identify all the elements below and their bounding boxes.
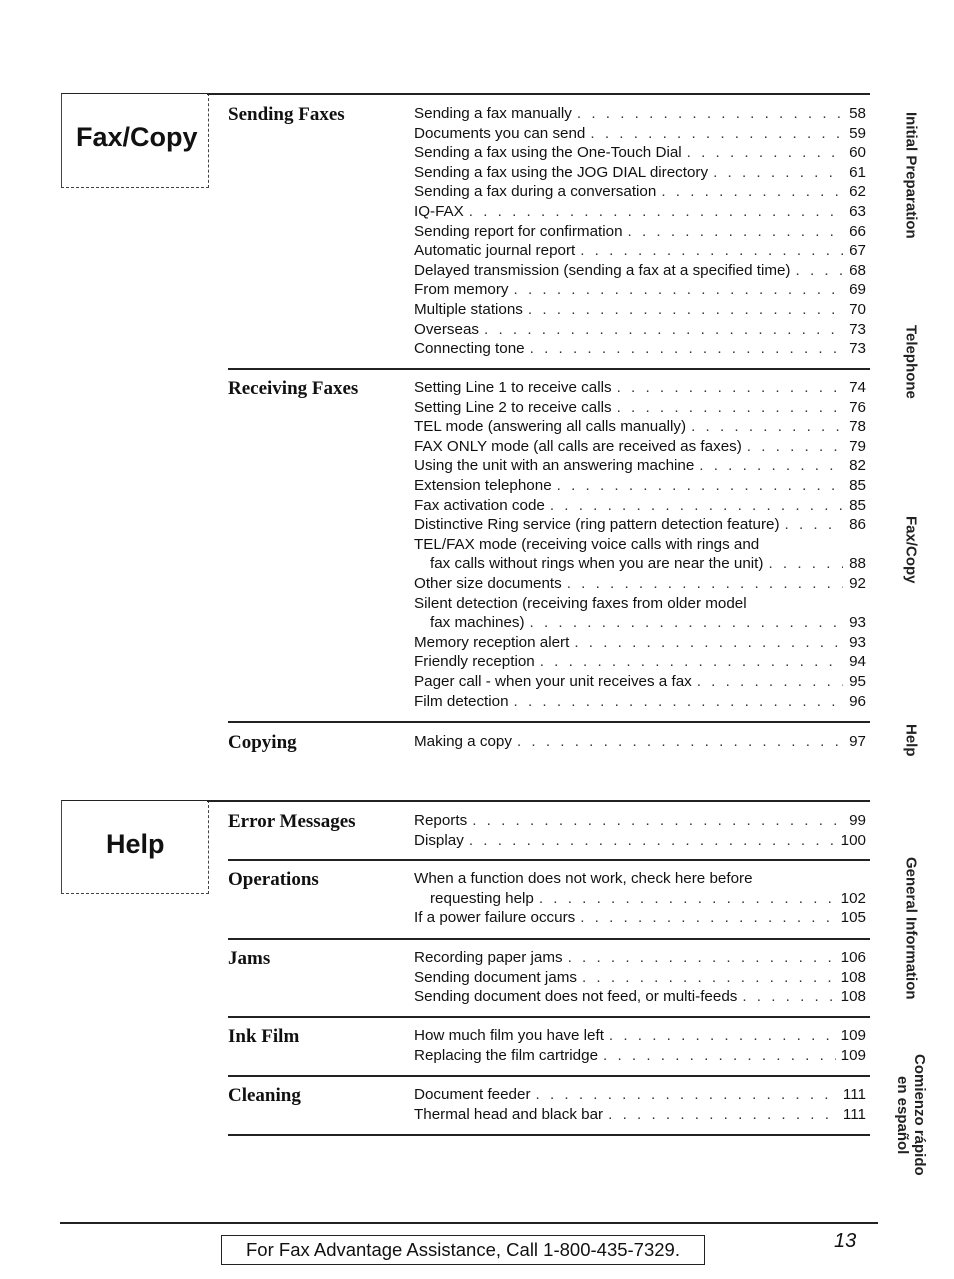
toc-entry[interactable]: Extension telephone . . . 85 (414, 476, 866, 496)
toc-entry[interactable]: Pager call - when your unit receives a fax . . . 95 (414, 672, 866, 692)
side-tab-help[interactable]: Help (902, 723, 920, 757)
toc-entry[interactable]: Film detection . . . 96 (414, 692, 866, 712)
side-tab-telephone[interactable]: Telephone (902, 325, 920, 399)
toc-list (414, 811, 866, 850)
toc-entry[interactable]: Overseas . . . 73 (414, 320, 866, 340)
toc-list (414, 1085, 866, 1124)
toc-entry[interactable]: Friendly reception . . . 94 (414, 652, 866, 672)
toc-entry[interactable]: Document feeder . . . 111 (414, 1085, 866, 1105)
toc-entry[interactable]: If a power failure occurs . . . 105 (414, 908, 866, 928)
section-title: Jams (228, 948, 271, 969)
toc-entry[interactable]: Sending a fax using the One-Touch Dial . . . 60 (414, 143, 866, 163)
toc-entry[interactable]: Memory reception alert . . . 93 (414, 633, 866, 653)
toc-entry[interactable]: Multiple stations . . . 70 (414, 300, 866, 320)
section-title: Copying (228, 732, 297, 753)
assistance-banner: For Fax Advantage Assistance, Call 1-800-435-7329. (221, 1235, 705, 1265)
side-tab-general-information[interactable]: General Information (902, 856, 920, 1000)
toc-entry[interactable]: When a function does not work, check here before (414, 870, 753, 887)
help-chapter-title: Help (106, 829, 165, 859)
toc-entry[interactable]: fax calls without rings when you are near the unit) . . . 88 (414, 554, 866, 574)
section-divider (228, 368, 870, 370)
toc-entry[interactable]: Silent detection (receiving faxes from older model (414, 594, 747, 612)
section-divider (228, 938, 870, 940)
toc-entry[interactable]: Delayed transmission (sending a fax at a specified time) . . . 68 (414, 261, 866, 281)
toc-entry[interactable]: Display . . . 100 (414, 831, 866, 851)
toc-entry[interactable]: Distinctive Ring service (ring pattern detection feature) . . . 86 (414, 515, 866, 535)
section-divider (228, 859, 870, 861)
section-divider (228, 1016, 870, 1018)
side-tab-fax-copy[interactable]: Fax/Copy (902, 516, 920, 584)
toc-entry[interactable]: Sending a fax manually . . . 58 (414, 104, 866, 124)
toc-list (414, 1026, 866, 1065)
toc-list (414, 378, 866, 711)
toc-entry[interactable]: Connecting tone . . . 73 (414, 339, 866, 359)
toc-entry[interactable]: How much film you have left . . . 109 (414, 1026, 866, 1046)
section-title: Error Messages (228, 811, 356, 832)
bottom-rule-help (228, 1134, 870, 1136)
toc-list (414, 869, 866, 928)
toc-entry[interactable]: Using the unit with an answering machine . . . 82 (414, 456, 866, 476)
toc-list (414, 732, 866, 752)
toc-entry[interactable]: Setting Line 1 to receive calls . . . 74 (414, 378, 866, 398)
toc-entry[interactable]: IQ-FAX . . . 63 (414, 202, 866, 222)
toc-entry[interactable]: Thermal head and black bar . . . 111 (414, 1105, 866, 1125)
fax-copy-chapter-title: Fax/Copy (76, 122, 198, 152)
toc-entry[interactable]: TEL/FAX mode (receiving voice calls with rings and (414, 535, 760, 553)
section-title: Ink Film (228, 1026, 300, 1047)
toc-entry[interactable]: Sending document jams . . . 108 (414, 968, 866, 988)
toc-entry[interactable]: Sending document does not feed, or multi-feeds . . . 108 (414, 987, 866, 1007)
footer-rule (60, 1222, 878, 1224)
side-tab-comienzo-rapido[interactable]: Comienzo rápido en español (894, 1054, 928, 1176)
section-title: Cleaning (228, 1085, 301, 1106)
section-title: Sending Faxes (228, 104, 345, 125)
toc-entry[interactable]: Sending a fax using the JOG DIAL directory . . . 61 (414, 163, 866, 183)
top-rule-help (207, 800, 870, 802)
toc-entry[interactable]: Recording paper jams . . . 106 (414, 948, 866, 968)
toc-entry[interactable]: Reports . . . 99 (414, 811, 866, 831)
toc-entry[interactable]: Automatic journal report . . . 67 (414, 241, 866, 261)
section-divider (228, 721, 870, 723)
toc-entry[interactable]: Sending report for confirmation . . . 66 (414, 222, 866, 242)
section-divider (228, 1075, 870, 1077)
top-rule-fax-copy (207, 93, 870, 95)
section-title: Operations (228, 869, 319, 890)
toc-entry[interactable]: From memory . . . 69 (414, 280, 866, 300)
toc-entry[interactable]: fax machines) . . . 93 (414, 613, 866, 633)
section-title: Receiving Faxes (228, 378, 359, 399)
toc-entry[interactable]: requesting help . . . 102 (414, 889, 866, 909)
toc-entry[interactable]: Other size documents . . . 92 (414, 574, 866, 594)
toc-list (414, 104, 866, 359)
toc-list (414, 948, 866, 1007)
toc-entry[interactable]: Sending a fax during a conversation . . . 62 (414, 182, 866, 202)
toc-entry[interactable]: Fax activation code . . . 85 (414, 496, 866, 516)
toc-entry[interactable]: TEL mode (answering all calls manually) . . . 78 (414, 417, 866, 437)
toc-entry[interactable]: FAX ONLY mode (all calls are received as faxes) . . . 79 (414, 437, 866, 457)
page-number: 13 (834, 1230, 857, 1252)
side-tab-initial-preparation[interactable]: Initial Preparation (902, 111, 920, 239)
toc-entry[interactable]: Replacing the film cartridge . . . 109 (414, 1046, 866, 1066)
toc-entry[interactable]: Making a copy . . . 97 (414, 732, 866, 752)
toc-entry[interactable]: Documents you can send . . . 59 (414, 124, 866, 144)
toc-entry[interactable]: Setting Line 2 to receive calls . . . 76 (414, 398, 866, 418)
